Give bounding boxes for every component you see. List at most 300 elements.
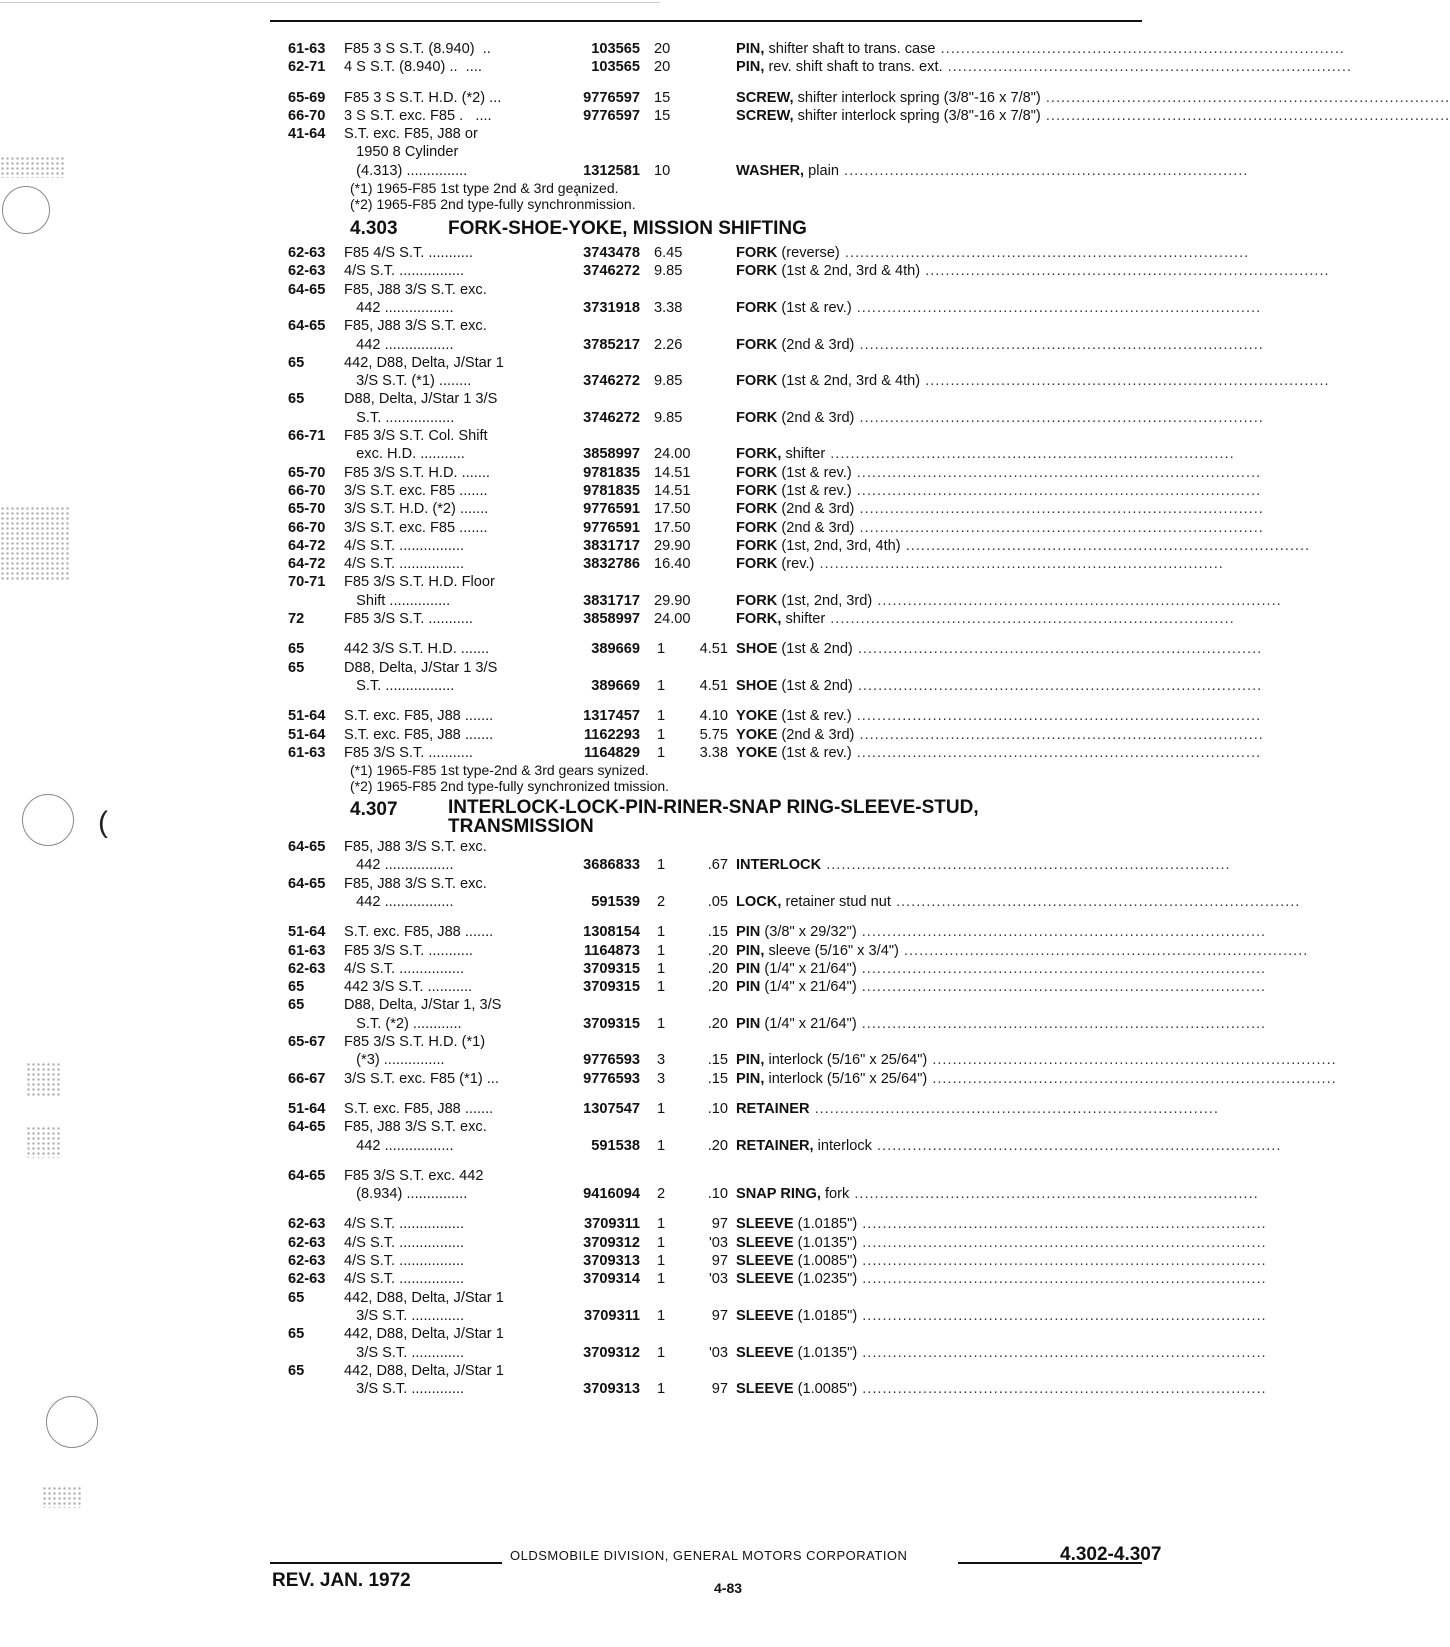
application-line: D88, Delta, J/Star 1 3/S [344,391,498,408]
part-number: 3858997 [583,611,640,628]
model-years: 61-63 [288,744,326,761]
item-name: FORK [736,263,778,280]
item-name: RETAINER [736,1100,810,1117]
part-number: 103565 [591,41,640,57]
part-number: 1317457 [583,708,640,725]
quantity: 1 [656,1137,666,1154]
model-years: 66-71 [288,428,326,445]
model-years: 66-70 [288,519,326,536]
description [736,1234,1267,1252]
item-detail: (1st & rev.) [777,482,852,499]
parts-row [272,244,1250,262]
parts-row [272,960,1267,978]
application-line: S.T. exc. F85, J88 ....... [344,708,494,725]
leader-dots: ................................................................................ [814,556,1224,573]
application [344,244,552,262]
parts-row [272,1325,1267,1362]
quantity: 1 [656,1234,666,1251]
footnote: (*1) 1965-F85 1st type-2nd & 3rd gears synized. [350,762,649,779]
quantity: 1 [656,1015,666,1032]
description [736,942,1309,960]
item-detail: interlock (5/16" x 25/64") [764,1070,928,1087]
item-detail: (1st & 2nd, 3rd & 4th) [777,263,921,280]
application-line: 3/S S.T. exc. F85 (*1) ... [344,1070,499,1087]
quantity: 10 [654,162,671,179]
leader-dots: ................................................................................ [871,1137,1282,1154]
application-line: 442 3/S S.T. ........... [344,979,473,996]
part-number: 9776593 [583,1052,640,1069]
application-line: F85, J88 3/S S.T. exc. [344,875,487,892]
parts-row [272,262,1330,280]
application-line: 4/S S.T. ................ [344,556,465,573]
model-years: 70-71 [288,574,326,591]
application-line: F85 3/S S.T. H.D. Floor [344,574,495,591]
scan-speckle [26,1126,62,1158]
footnote: (*2) 1965-F85 2nd type-fully synchronmission. [350,196,636,213]
description [736,262,1330,280]
price: .10 [707,1100,728,1117]
item-detail: (2nd & 3rd) [777,336,855,353]
top-faint-rule [0,2,660,3]
application [344,875,552,912]
parts-row [272,1270,1267,1288]
application [344,317,552,354]
leader-dots: ................................................................................ [857,1216,1267,1233]
parts-row [272,1234,1267,1252]
part-number: 3746272 [583,263,640,280]
application-line: 442 ................. [344,1137,454,1154]
quantity: 16.40 [654,556,691,573]
model-years: 51-64 [288,1100,326,1117]
quantity: 9.85 [654,409,683,426]
part-number: 1162293 [583,726,640,743]
item-detail: (1st & rev.) [777,708,852,725]
price: 4.10 [699,708,728,725]
leader-dots: ................................................................................ [942,59,1352,76]
leader-dots: ................................................................................ [920,373,1330,390]
item-detail: (1.0085") [793,1381,858,1398]
part-number: 3709311 [583,1307,640,1324]
item-name: SHOE [736,677,778,694]
application-line: 442 ................. [344,893,454,910]
model-years: 65 [288,641,305,658]
model-years: 62-63 [288,245,326,262]
parts-row [272,89,1450,107]
leader-dots: ................................................................................ [825,611,1235,628]
application [344,838,552,875]
application [344,726,552,744]
item-detail: (1/4" x 21/64") [760,979,857,996]
leader-dots: ................................................................................ [890,893,1301,910]
part-number: 1164829 [583,744,640,761]
application [344,281,552,318]
application [344,89,552,107]
application [344,1289,552,1326]
part-number: 9416094 [583,1186,640,1203]
parts-row [272,659,1263,696]
application [344,996,552,1033]
part-number: 3746272 [583,373,640,390]
quantity: 1 [656,1344,666,1361]
quantity: 1 [656,1253,666,1270]
item-detail: (2nd & 3rd) [777,519,855,536]
section-title: INTERLOCK-LOCK-PIN-RINER-SNAP RING-SLEEVE-STUD, TRANSMISSION [448,797,979,838]
description [736,40,1345,58]
part-number: 9781835 [583,482,640,499]
application-line: (8.934) ............... [344,1186,468,1203]
description [736,482,1262,500]
leader-dots: ................................................................................ [809,1100,1219,1117]
quantity: 15 [654,89,671,106]
parts-row [272,1033,1337,1070]
quantity: 14.51 [654,464,691,481]
part-number: 389669 [591,677,640,694]
quantity: 24.00 [654,446,691,463]
quantity: 2 [656,1186,666,1203]
application-line: 442, D88, Delta, J/Star 1 [344,354,504,371]
model-years: 62-63 [288,1216,326,1233]
application [344,1252,552,1270]
item-name: SLEEVE [736,1253,794,1270]
scan-speckle [42,1486,82,1508]
leader-dots: ................................................................................ [920,263,1330,280]
application [344,482,552,500]
leader-dots: ................................................................................ [857,1344,1267,1361]
part-number: 3731918 [583,299,640,316]
description [736,610,1235,628]
model-years: 65-70 [288,464,326,481]
leader-dots: ................................................................................ [927,1070,1337,1087]
description [736,162,1249,180]
part-number: 591538 [591,1137,640,1154]
item-detail: shifter [781,446,826,463]
application [344,640,552,658]
quantity: 1 [656,726,666,743]
item-detail: (1.0085") [793,1253,858,1270]
application [344,1100,552,1118]
application-line: F85 3/S S.T. H.D. (*1) [344,1034,486,1051]
section-number: 4.303 [350,218,398,240]
price: 4.51 [699,677,728,694]
part-number: 3785217 [583,336,640,353]
part-number: 3709313 [583,1253,640,1270]
quantity: 3 [656,1052,666,1069]
model-years: 65 [288,659,305,676]
application [344,58,552,76]
price: .67 [707,857,728,874]
description [736,409,1264,427]
description [736,726,1264,744]
item-name: INTERLOCK [736,857,822,874]
parts-row [272,281,1262,318]
application [344,262,552,280]
model-years: 41-64 [288,126,326,143]
description [736,1100,1219,1118]
parts-row [272,726,1264,744]
quantity: 20 [654,41,671,57]
leader-dots: ................................................................................ [927,1052,1337,1069]
quantity: 1 [656,960,666,977]
model-years: 65 [288,1326,305,1343]
application [344,555,552,573]
application-line: F85 3/S S.T. ........... [344,942,473,959]
application-line: 3 S S.T. exc. F85 . .... [344,107,492,124]
description [736,1252,1267,1270]
quantity: 1 [656,1216,666,1233]
description [736,89,1450,107]
leader-dots: ................................................................................ [854,409,1264,426]
description [736,1137,1282,1155]
application-line: 442 ................. [344,336,454,353]
item-name: SLEEVE [736,1344,794,1361]
leader-dots: ................................................................................ [1040,107,1450,124]
item-detail: rev. shift shaft to trans. ext. [764,59,943,76]
quantity: 2 [656,893,666,910]
model-years: 64-65 [288,318,326,335]
quantity: 1 [656,1307,666,1324]
model-years: 65 [288,997,305,1014]
item-name: FORK [736,409,778,426]
parts-row [272,390,1264,427]
item-detail: (2nd & 3rd) [777,409,855,426]
leader-dots: ................................................................................ [857,1307,1267,1324]
price: .05 [707,893,728,910]
model-years: 64-65 [288,281,326,298]
application-line: F85 3/S S.T. exc. 442 [344,1167,484,1184]
application [344,923,552,941]
model-years: 61-63 [288,41,326,57]
quantity: 1 [656,1271,666,1288]
application-line: F85, J88 3/S S.T. exc. [344,281,487,298]
item-name: SCREW, [736,107,794,124]
model-years: 62-63 [288,263,326,280]
part-number: 103565 [591,59,640,76]
price: '03 [708,1234,728,1251]
quantity: 1 [656,744,666,761]
item-detail: (1st & rev.) [777,744,852,761]
item-name: FORK [736,519,778,536]
application-line: 442 3/S S.T. H.D. ....... [344,641,490,658]
leader-dots: ................................................................................ [849,1186,1259,1203]
item-detail: retainer stud nut [781,893,891,910]
description [736,1270,1267,1288]
item-name: PIN, [736,59,765,76]
quantity: 1 [656,677,666,694]
application-line: 4 S S.T. (8.940) .. .... [344,59,482,76]
application-line: F85 3 S S.T. (8.940) .. [344,41,491,57]
leader-dots: ................................................................................ [856,924,1267,941]
leader-dots: ................................................................................ [854,501,1264,518]
parts-row [272,317,1264,354]
application [344,707,552,725]
scan-speckle [0,506,70,580]
application-line: S.T. ................. [344,409,455,426]
item-name: FORK [736,299,778,316]
parts-row [272,1167,1259,1204]
description [736,336,1264,354]
application [344,464,552,482]
model-years: 65 [288,354,305,371]
part-number: 3686833 [583,857,640,874]
item-name: FORK [736,556,778,573]
section-number: 4.307 [350,799,398,821]
item-detail: (1st & 2nd, 3rd & 4th) [777,373,921,390]
item-detail: (1/4" x 21/64") [760,1015,857,1032]
application-line: 442 ................. [344,857,454,874]
leader-dots: ................................................................................ [857,1271,1267,1288]
application-line: F85 3/S S.T. H.D. ....... [344,464,490,481]
top-rule [270,20,1142,22]
parts-row [272,996,1267,1033]
description [736,960,1267,978]
application [344,354,552,391]
description [736,1344,1267,1362]
quantity: 3 [656,1070,666,1087]
application [344,390,552,427]
price: 97 [711,1216,728,1233]
item-name: RETAINER, [736,1137,814,1154]
leader-dots: ................................................................................ [854,519,1264,536]
description [736,445,1235,463]
description [736,555,1224,573]
quantity: 2.26 [654,336,683,353]
part-number: 1308154 [583,924,640,941]
item-detail: (2nd & 3rd) [777,726,855,743]
description [736,923,1267,941]
leader-dots: ................................................................................ [898,942,1309,959]
application-line: exc. H.D. ........... [344,446,465,463]
part-number: 9776591 [583,519,640,536]
application-line: F85 3 S S.T. H.D. (*2) ... [344,89,502,106]
leader-dots: ................................................................................ [825,446,1235,463]
description [736,744,1262,762]
application [344,978,552,996]
model-years: 65-70 [288,501,326,518]
description [736,707,1262,725]
leader-dots: ................................................................................ [856,1015,1267,1032]
leader-dots: ................................................................................ [851,299,1262,316]
quantity: 3.38 [654,299,683,316]
application [344,1362,552,1399]
part-number: 9781835 [583,464,640,481]
footnote: (*1) 1965-F85 1st type 2nd & 3rd gea̧nized. [350,180,619,197]
quantity: 29.90 [654,592,691,609]
leader-dots: ................................................................................ [854,336,1264,353]
model-years: 65-67 [288,1034,326,1051]
item-detail: (3/8" x 29/32") [760,924,857,941]
item-detail: (1st & rev.) [777,464,852,481]
application-line: F85 3/S S.T. Col. Shift [344,428,488,445]
part-number: 3709312 [583,1234,640,1251]
leader-dots: ................................................................................ [872,592,1282,609]
leader-dots: ................................................................................ [852,641,1263,658]
quantity: 6.45 [654,245,683,262]
application-line: 4/S S.T. ................ [344,1234,465,1251]
section-range: 4.302-4.307 [1060,1544,1162,1565]
description [736,1051,1337,1069]
quantity: 20 [654,59,671,76]
description [736,1307,1267,1325]
application [344,537,552,555]
application [344,1234,552,1252]
parts-row [272,354,1330,391]
leader-dots: ................................................................................ [851,482,1262,499]
section-title: FORK-SHOE-YOKE, MISSION SHIFTING [448,218,807,240]
item-name: SHOE [736,641,778,658]
quantity: 1 [656,857,666,874]
application-line: 4/S S.T. ................ [344,1271,465,1288]
item-detail: (2nd & 3rd) [777,501,855,518]
leader-dots: ................................................................................ [856,979,1267,996]
description [736,372,1330,390]
part-number: 3746272 [583,409,640,426]
footer-corporation: OLDSMOBILE DIVISION, GENERAL MOTORS CORPORATION [510,1548,908,1563]
price: 97 [711,1253,728,1270]
description [736,1215,1267,1233]
parts-row [272,1118,1282,1155]
application [344,1270,552,1288]
item-detail: (1/4" x 21/64") [760,960,857,977]
leader-dots: ................................................................................ [851,464,1262,481]
application [344,1325,552,1362]
item-name: PIN, [736,41,765,57]
price: 97 [711,1307,728,1324]
application [344,107,552,125]
item-name: FORK [736,482,778,499]
description [736,58,1352,76]
quantity: 1 [656,942,666,959]
scan-speckle [0,156,64,178]
application-line: F85 4/S S.T. ........... [344,245,473,262]
item-name: PIN, [736,942,765,959]
application [344,519,552,537]
application-line: 4/S S.T. ................ [344,263,465,280]
description [736,107,1450,125]
item-detail: (1.0185") [793,1307,858,1324]
page-number: 4-83 [714,1580,743,1596]
item-detail: (1st, 2nd, 3rd, 4th) [777,537,901,554]
item-name: YOKE [736,708,778,725]
item-name: SLEEVE [736,1234,794,1251]
application-line: S.T. exc. F85, J88 or [344,126,478,143]
item-detail: plain [804,162,839,179]
application [344,1118,552,1155]
parts-list [272,40,1450,1398]
application [344,659,552,696]
part-number: 9776597 [583,89,640,106]
quantity: 1 [656,641,666,658]
application-line: D88, Delta, J/Star 1, 3/S [344,997,502,1014]
item-detail: fork [820,1186,850,1203]
parts-row [272,427,1235,464]
item-detail: interlock (5/16" x 25/64") [764,1052,928,1069]
item-detail: shifter shaft to trans. case [764,41,936,57]
item-name: YOKE [736,726,778,743]
leader-dots: ................................................................................ [1040,89,1450,106]
application-line: 442, D88, Delta, J/Star 1 [344,1326,504,1343]
item-name: FORK, [736,446,782,463]
parts-row [272,464,1262,482]
model-years: 66-70 [288,482,326,499]
parts-row [272,610,1235,628]
part-number: 3709314 [583,1271,640,1288]
item-detail: (1st & rev.) [777,299,852,316]
quantity: 14.51 [654,482,691,499]
item-name: SLEEVE [736,1307,794,1324]
application-line: 3/S S.T. H.D. (*2) ....... [344,501,489,518]
item-detail: shifter interlock spring (3/8"-16 x 7/8") [793,89,1041,106]
part-number: 3831717 [583,537,640,554]
